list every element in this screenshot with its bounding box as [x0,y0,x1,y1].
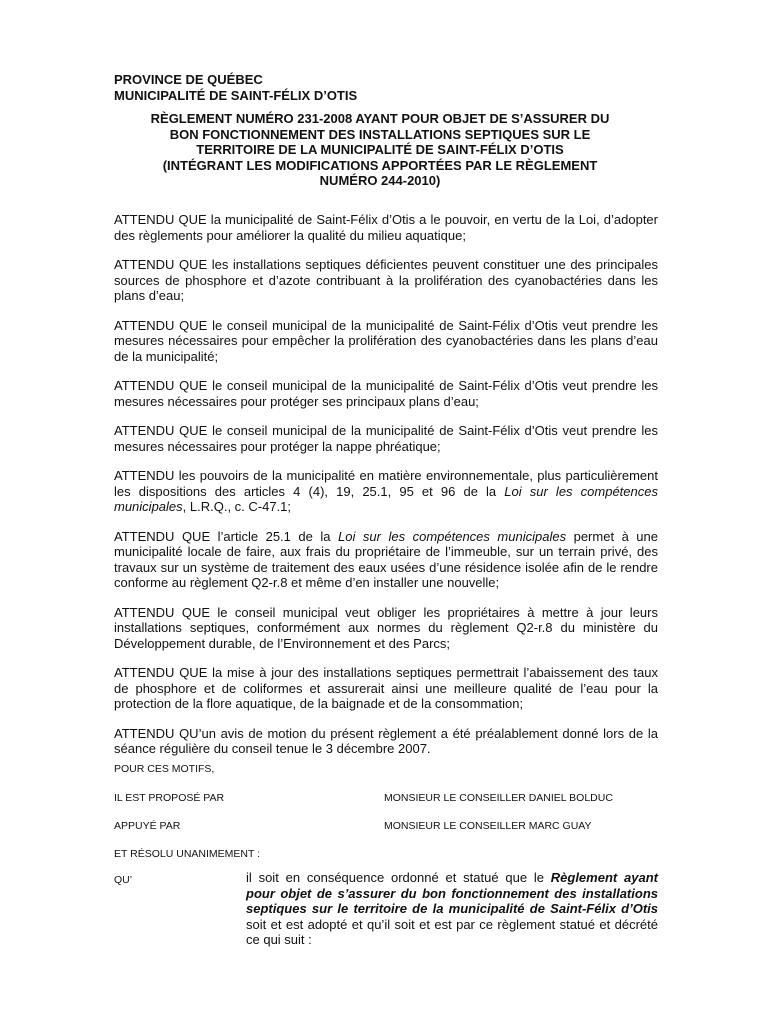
whereas-paragraph-7 [114,529,658,591]
title-line-1: RÈGLEMENT NUMÉRO 231-2008 AYANT POUR OBJET DE S’ASSURER DU [150,111,610,126]
title-line-4: (INTÉGRANT LES MODIFICATIONS APPORTÉES PAR LE RÈGLEMENT [162,157,598,173]
resolved-label: ET RÉSOLU UNANIMEMENT : [114,848,261,860]
p6-law-title: Loi sur les compétences municipales [114,483,658,514]
province-line: PROVINCE DE QUÉBEC [114,72,263,87]
whereas-paragraph-8: ATTENDU QUE le conseil municipal veut obliger les propriétaires à mettre à jour leurs installations septiques, conformément aux normes du règlement Q2-r.8 du ministère du Développement durable, de l’Environnement et des Parcs; [114,604,658,651]
whereas-paragraph-3: ATTENDU QUE le conseil municipal de la municipalité de Saint-Félix d’Otis veut prendre les mesures nécessaires pour empêcher la prolifération des cyanobactéries dans les plans d’eau de la municipalité; [114,317,658,364]
bylaw-name-emphasis: Règlement ayant pour objet de s’assurer du bon fonctionnement des installations septiques sur le territoire de la municipalité de Saint-Félix d’Otis [246,870,658,916]
preamble [114,212,658,771]
p6-text-c: , L.R.Q., c. C-47.1; [182,499,292,514]
whereas-paragraph-2: ATTENDU QUE les installations septiques déficientes peuvent constituer une des principales sources de phosphore et d’azote contribuant à la prolifération des cyanobactéries dans les plans d’eau; [114,257,658,303]
whereas-paragraph-5: ATTENDU QUE le conseil municipal de la municipalité de Saint-Félix d’Otis veut prendre les mesures nécessaires pour protéger la nappe phréatique; [114,423,658,454]
bylaw-title [100,111,660,189]
title-line-3: TERRITOIRE DE LA MUNICIPALITÉ DE SAINT-FÉLIX D’OTIS [196,142,564,157]
resolution-text [246,870,658,948]
proposed-by-value: MONSIEUR LE CONSEILLER DANIEL BOLDUC [384,792,613,804]
seconded-by-label: APPUYÉ PAR [114,820,181,832]
title-line-2: BON FONCTIONNEMENT DES INSTALLATIONS SEPTIQUES SUR LE [169,126,591,142]
p7-law-title: Loi sur les compétences municipales [338,528,567,544]
qu-text-c: soit et est adopté et qu’il soit et est par ce règlement statué et décrété ce qui suit : [246,916,658,947]
motifs-label: POUR CES MOTIFS, [114,763,215,775]
p7-text-c: permet à une municipalité locale de faire, aux frais du propriétaire de l’immeuble, sur un terrain privé, des travaux sur un système de traitement des eaux usées d’une résidence isolée afin de le rendre conforme au règlement Q2-r.8 et même d’en installer une nouvelle; [114,528,659,590]
municipality-line: MUNICIPALITÉ DE SAINT-FÉLIX D’OTIS [114,88,358,103]
title-line-5: NUMÉRO 244-2010) [319,173,441,188]
whereas-paragraph-9: ATTENDU QUE la mise à jour des installations septiques permettrait l’abaissement des taux de phosphore et de coliformes et assurerait ainsi une meilleure qualité de l’eau pour la protection de la flore aquatique, de la baignade et de la consommation; [114,665,658,711]
proposed-by-label: IL EST PROPOSÉ PAR [114,792,225,804]
qu-text-a: il soit en conséquence ordonné et statué que le [246,870,551,885]
p6-text-a: ATTENDU les pouvoirs de la municipalité en matière environnementale, plus particulièrement les dispositions des articles 4 (4), 19, 25.1, 95 et 96 de la [114,468,658,499]
qu-label: QU’ [114,874,133,886]
seconded-by-value: MONSIEUR LE CONSEILLER MARC GUAY [384,820,592,832]
document-header [114,72,357,104]
whereas-paragraph-6 [114,468,658,515]
p7-text-a: ATTENDU QUE l’article 25.1 de la [114,528,339,544]
whereas-paragraph-10: ATTENDU QU’un avis de motion du présent règlement a été préalablement donné lors de la séance régulière du conseil tenue le 3 décembre 2007. [114,725,658,756]
whereas-paragraph-4: ATTENDU QUE le conseil municipal de la municipalité de Saint-Félix d’Otis veut prendre les mesures nécessaires pour protéger ses principaux plans d’eau; [114,378,658,409]
whereas-paragraph-1: ATTENDU QUE la municipalité de Saint-Félix d’Otis a le pouvoir, en vertu de la Loi, d’adopter des règlements pour améliorer la qualité du milieu aquatique; [114,212,658,243]
